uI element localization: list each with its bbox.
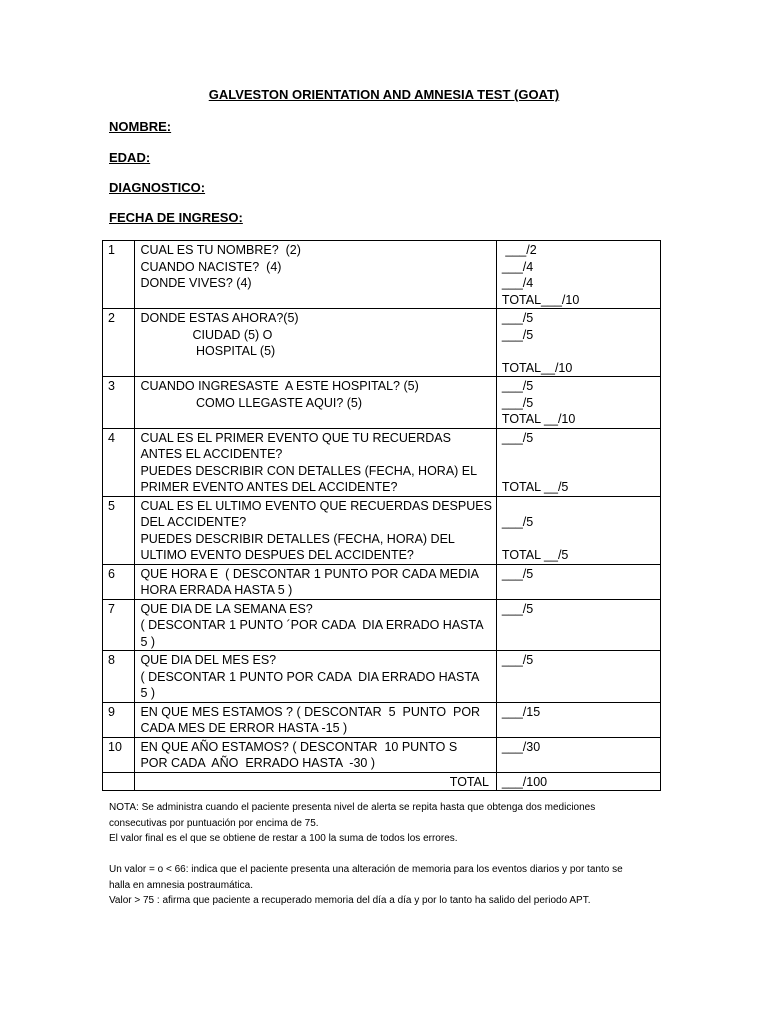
score-cell: [496, 309, 660, 377]
question-line: HORA ERRADA HASTA 5 ): [140, 583, 293, 597]
question-line: ANTES EL ACCIDENTE?: [140, 447, 283, 461]
question-line: 5 ): [140, 686, 156, 700]
score-cell: [496, 377, 660, 429]
question-text-cell: [135, 428, 496, 496]
question-text-cell: [135, 737, 496, 772]
question-text-cell: [135, 309, 496, 377]
score-line: TOTAL__/10: [501, 360, 573, 375]
score-line: [502, 343, 656, 360]
question-row: [103, 428, 661, 496]
note-line: El valor final es el que se obtiene de restar a 100 la suma de todos los errores.: [109, 833, 458, 844]
question-line: PRIMER EVENTO ANTES DEL ACCIDENTE?: [140, 480, 398, 494]
score-cell: [496, 737, 660, 772]
note-line: Valor > 75 : afirma que paciente a recuperado memoria del día a día y por lo tanto ha salido del periodo APT.: [109, 895, 591, 906]
score-line: [502, 531, 656, 548]
score-line: [502, 446, 656, 463]
score-line: [502, 463, 656, 480]
question-line: CIUDAD (5) O: [140, 327, 273, 342]
score-cell: [496, 599, 660, 651]
total-label: TOTAL: [135, 772, 496, 791]
score-cell: [496, 702, 660, 737]
score-line: ___/5: [501, 395, 534, 410]
question-line: ( DESCONTAR 1 PUNTO POR CADA DIA ERRADO HASTA: [140, 669, 480, 684]
note-paragraph-2: [109, 862, 669, 909]
question-line: DONDE ESTAS AHORA?(5): [140, 311, 299, 325]
score-cell: [496, 428, 660, 496]
score-line: ___/5: [501, 430, 534, 445]
score-line: TOTAL___/10: [501, 292, 580, 307]
page-title: GALVESTON ORIENTATION AND AMNESIA TEST (GOAT): [208, 87, 560, 102]
question-line: CUAL ES EL ULTIMO EVENTO QUE RECUERDAS DESPUES: [140, 498, 492, 513]
score-line: ___/15: [501, 704, 541, 719]
question-text-cell: [135, 496, 496, 564]
note-line: consecutivas por puntuación por encima de 75.: [109, 817, 319, 829]
goat-score-table: [102, 240, 661, 791]
question-line: QUE HORA E ( DESCONTAR 1 PUNTO POR CADA MEDIA: [140, 566, 479, 581]
question-row: [103, 702, 661, 737]
score-cell: [496, 496, 660, 564]
total-row-number-cell: [103, 772, 135, 791]
question-line: PUEDES DESCRIBIR DETALLES (FECHA, HORA) DEL: [140, 531, 455, 546]
score-line: ___/5: [501, 311, 534, 325]
question-text-cell: [135, 377, 496, 429]
question-row: [103, 564, 661, 599]
score-cell: [496, 564, 660, 599]
question-number: 4: [103, 428, 135, 496]
question-line: CUANDO NACISTE? (4): [140, 259, 282, 274]
question-number: 7: [103, 599, 135, 651]
question-row: [103, 309, 661, 377]
question-row: [103, 496, 661, 564]
note-line: NOTA: Se administra cuando el paciente presenta nivel de alerta se repita hasta que obtenga dos mediciones: [109, 802, 596, 813]
score-line: ___/2: [501, 243, 537, 257]
score-line: ___/5: [501, 515, 534, 529]
question-line: QUE DIA DEL MES ES?: [140, 653, 277, 667]
score-line: TOTAL __/5: [501, 480, 569, 494]
score-line: TOTAL __/10: [501, 412, 576, 426]
question-row: [103, 241, 661, 309]
score-line: ___/5: [501, 566, 534, 581]
score-line: ___/5: [501, 653, 534, 667]
question-text-cell: [135, 651, 496, 703]
question-text-cell: [135, 599, 496, 651]
question-line: 5 ): [140, 634, 156, 649]
question-line: DONDE VIVES? (4): [140, 276, 252, 290]
score-line: ___/5: [501, 327, 534, 342]
question-row: [103, 651, 661, 703]
note-line: halla en amnesia postraumática.: [109, 879, 253, 891]
question-line: POR CADA AÑO ERRADO HASTA -30 ): [140, 756, 375, 770]
total-score: ___/100: [496, 772, 660, 791]
question-number: 10: [103, 737, 135, 772]
question-line: CADA MES DE ERROR HASTA -15 ): [140, 721, 348, 735]
question-line: ( DESCONTAR 1 PUNTO ´POR CADA DIA ERRADO HASTA: [140, 618, 484, 632]
score-line: ___/5: [501, 379, 534, 393]
question-number: 2: [103, 309, 135, 377]
question-line: COMO LLEGASTE AQUI? (5): [140, 395, 363, 410]
question-row: [103, 599, 661, 651]
question-number: 5: [103, 496, 135, 564]
question-line: EN QUE AÑO ESTAMOS? ( DESCONTAR 10 PUNTO S: [140, 739, 458, 754]
edad-field-label: EDAD:: [109, 150, 151, 165]
question-line: CUANDO INGRESASTE A ESTE HOSPITAL? (5): [140, 379, 419, 393]
question-line: CUAL ES EL PRIMER EVENTO QUE TU RECUERDAS: [140, 430, 451, 445]
nombre-field-label: NOMBRE:: [109, 119, 172, 134]
score-line: ___/30: [501, 739, 541, 754]
note-line: Un valor = o < 66: indica que el paciente presenta una alteración de memoria para los eventos diarios y por tanto se: [109, 864, 623, 875]
score-line: ___/4: [501, 259, 534, 274]
score-cell: [496, 651, 660, 703]
question-number: 9: [103, 702, 135, 737]
question-number: 6: [103, 564, 135, 599]
question-row: [103, 377, 661, 429]
score-line: ___/4: [501, 276, 534, 290]
question-text-cell: [135, 241, 496, 309]
note-paragraph-1: [109, 800, 669, 847]
question-row: [103, 737, 661, 772]
goat-table-body: [103, 241, 661, 773]
question-text-cell: [135, 702, 496, 737]
question-line: PUEDES DESCRIBIR CON DETALLES (FECHA, HORA) EL: [140, 463, 478, 478]
fecha-ingreso-field-label: FECHA DE INGRESO:: [109, 210, 243, 225]
question-line: CUAL ES TU NOMBRE? (2): [140, 243, 301, 257]
total-row: [103, 772, 661, 791]
score-line: [502, 498, 656, 515]
question-line: HOSPITAL (5): [140, 344, 276, 358]
score-cell: [496, 241, 660, 309]
question-line: ULTIMO EVENTO DESPUES DEL ACCIDENTE?: [140, 548, 414, 562]
question-text-cell: [135, 564, 496, 599]
question-line: QUE DIA DE LA SEMANA ES?: [140, 601, 313, 616]
question-number: 1: [103, 241, 135, 309]
question-number: 3: [103, 377, 135, 429]
score-line: ___/5: [501, 601, 534, 616]
diagnostico-field-label: DIAGNOSTICO:: [109, 180, 206, 195]
question-line: EN QUE MES ESTAMOS ? ( DESCONTAR 5 PUNTO POR: [140, 704, 481, 719]
question-number: 8: [103, 651, 135, 703]
question-line: DEL ACCIDENTE?: [140, 515, 247, 529]
score-line: TOTAL __/5: [501, 548, 569, 562]
